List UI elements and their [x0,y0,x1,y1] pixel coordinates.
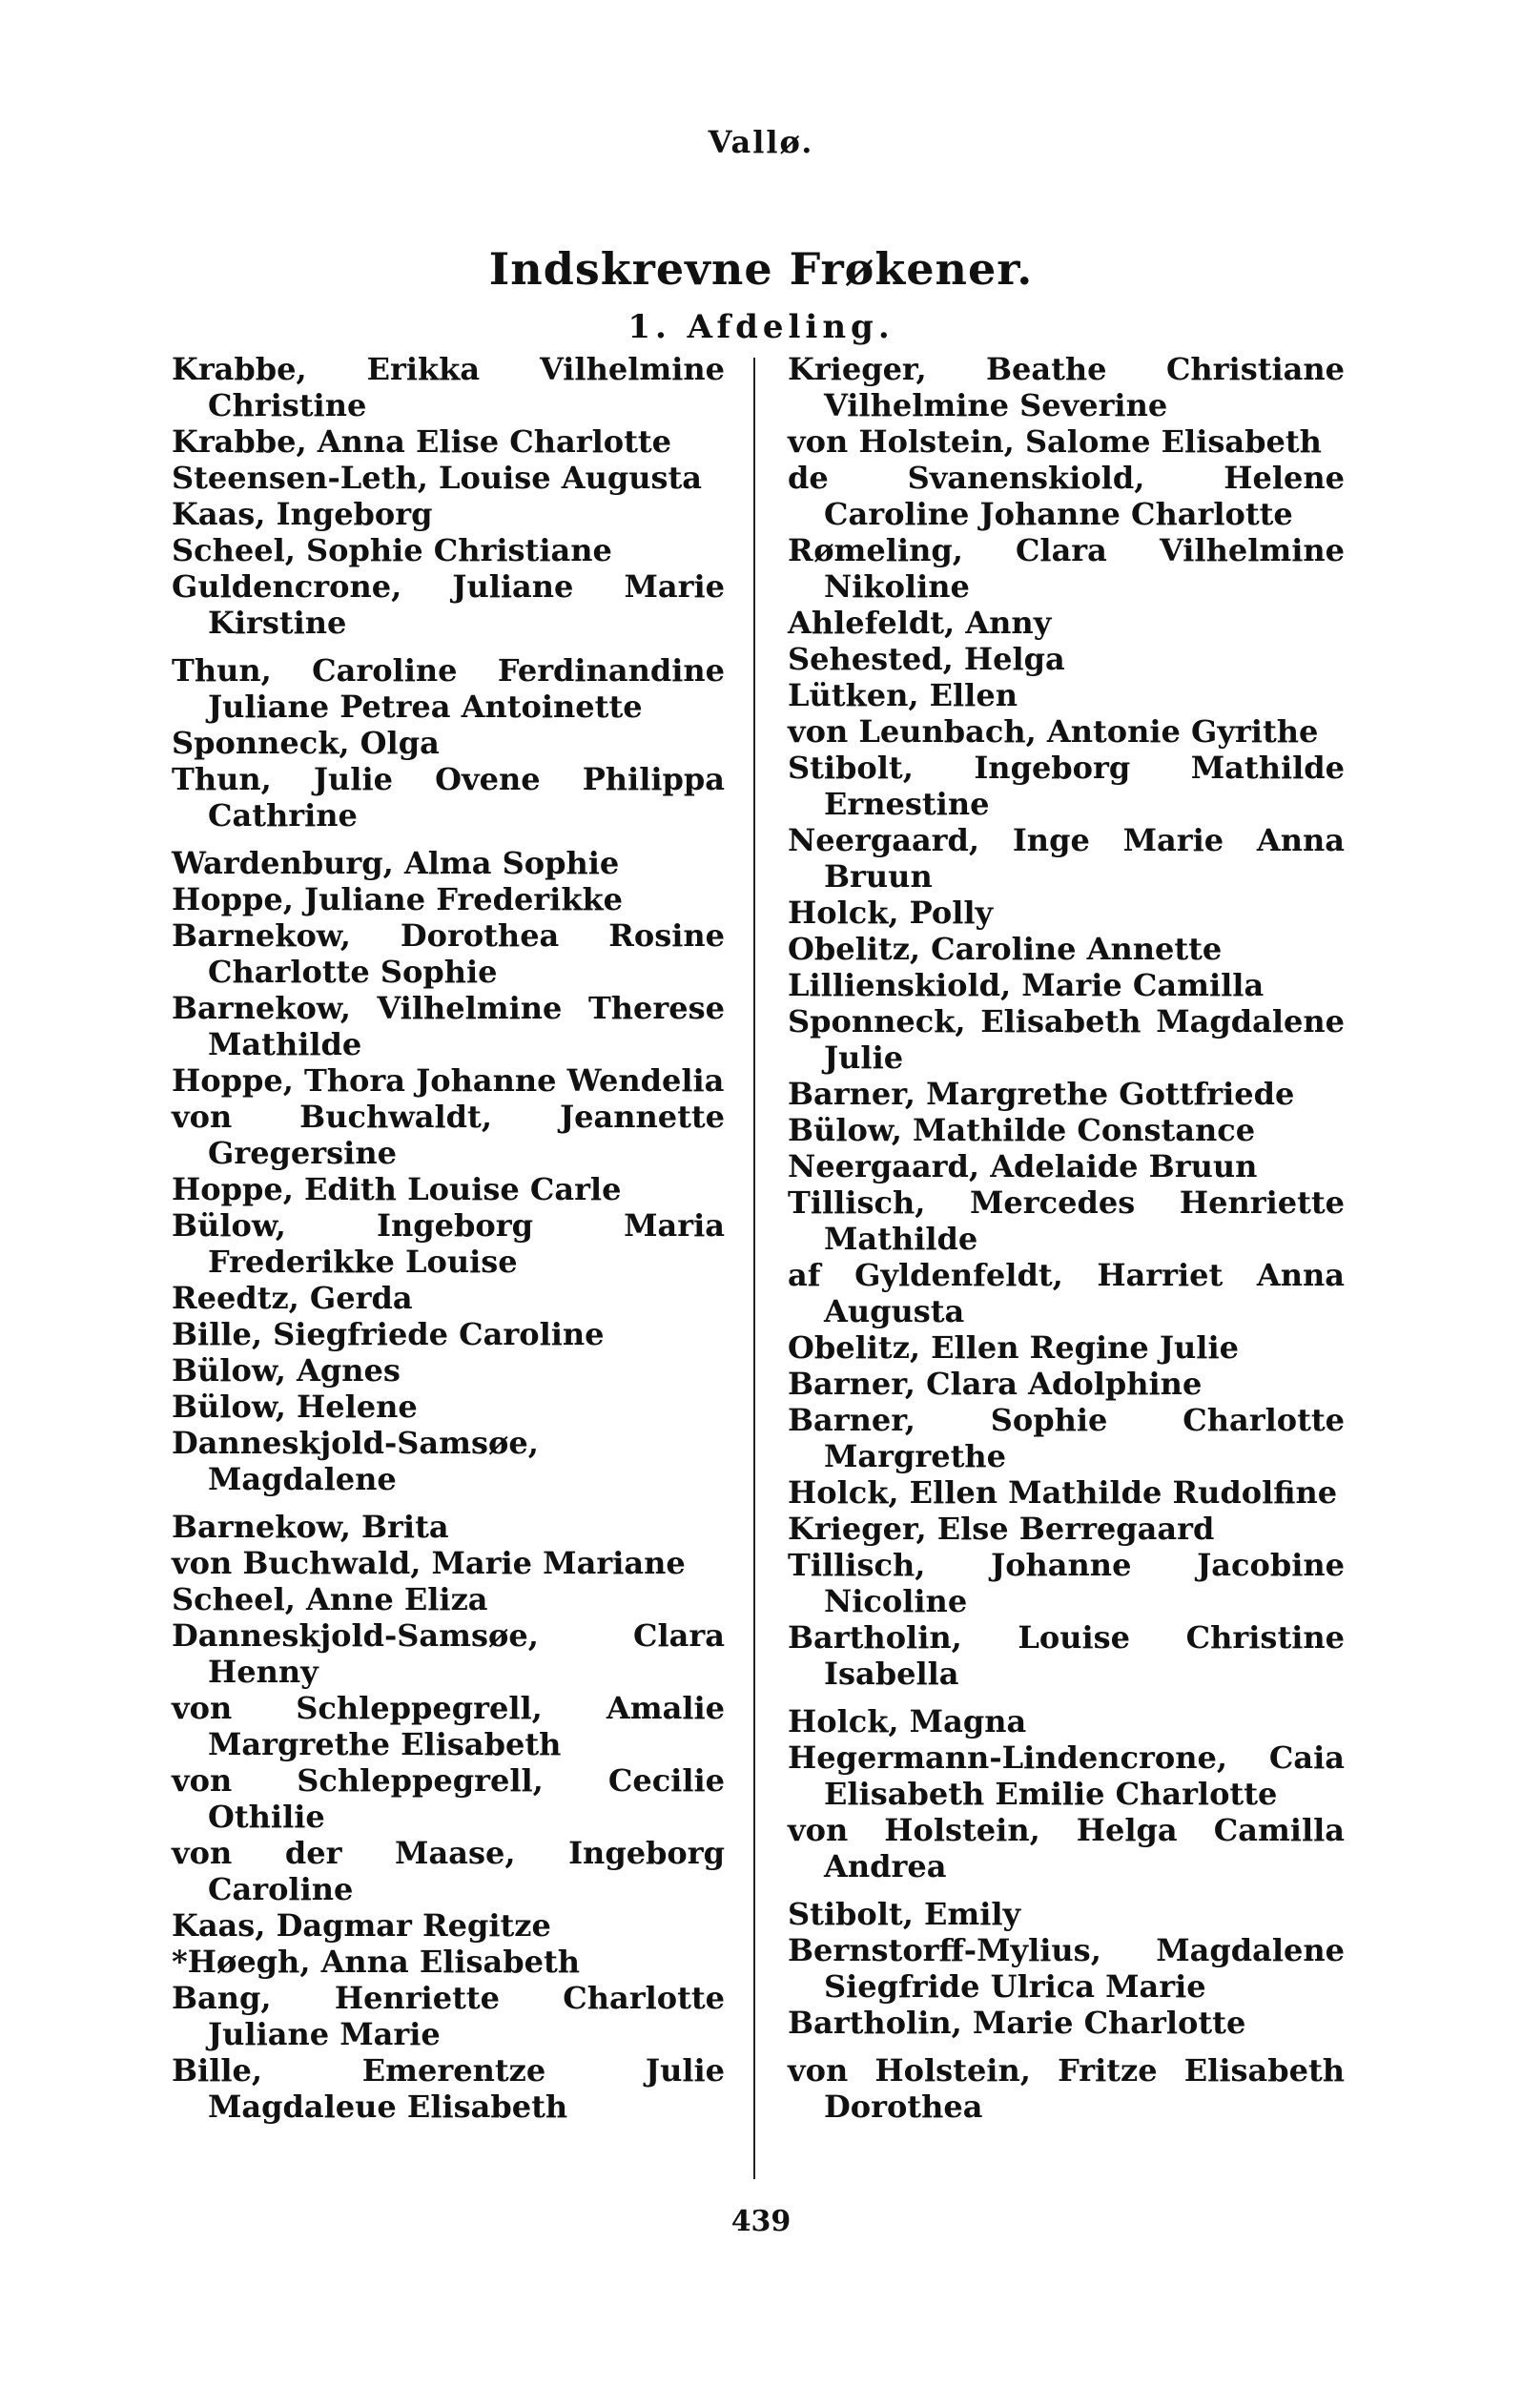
list-item: Barnekow, Vilhelmine Therese Mathilde [172,990,725,1062]
list-item: Hoppe, Juliane Frederikke [172,881,624,917]
list-item: Bülow, Helene [172,1389,418,1425]
list-item: Barnekow, Brita [172,1509,449,1545]
list-item: Thun, Julie Ovene Philippa Cathrine [172,761,725,834]
list-item: Bülow, Agnes [172,1352,401,1389]
list-item: Krabbe, Anna Elise Charlotte [172,423,671,460]
list-item: Sponneck, Elisabeth Magdalene Julie [788,1003,1345,1076]
list-item: Sponneck, Olga [172,725,440,761]
list-item: Stibolt, Ingeborg Mathilde Ernestine [788,750,1345,822]
list-item: von Buchwald, Marie Mariane [172,1545,686,1581]
section-title: Indskrevne Frøkener. [488,243,1034,295]
list-item: Holck, Ellen Mathilde Rudolfine [788,1474,1338,1511]
list-item: Steensen-Leth, Louise Augusta [172,460,703,496]
list-item: Thun, Caroline Ferdinandine Juliane Petrea Antoinette [172,652,725,725]
list-item: Hoppe, Edith Louise Carle [172,1171,622,1207]
list-item: Neergaard, Adelaide Bruun [788,1148,1258,1184]
list-item: Bartholin, Marie Charlotte [788,2005,1246,2041]
list-item: Barnekow, Dorothea Rosine Charlotte Sophie [172,917,725,990]
list-item: Lütken, Ellen [788,677,1018,713]
list-item: de Svanenskiold, Helene Caroline Johanne Charlotte [788,460,1345,532]
list-item: Rømeling, Clara Vilhelmine Nikoline [788,532,1345,605]
subsection-heading: 1. Afdeling. [627,308,895,346]
list-item: Kaas, Dagmar Regitze [172,1907,551,1944]
list-item: Kaas, Ingeborg [172,496,433,532]
list-item: von Holstein, Helga Camilla Andrea [788,1812,1345,1884]
list-item: Barner, Sophie Charlotte Margrethe [788,1402,1345,1474]
list-item: Bang, Henriette Charlotte Juliane Marie [172,1980,725,2052]
list-item: von Holstein, Salome Elisabeth [788,423,1322,460]
list-item: Wardenburg, Alma Sophie [172,845,620,881]
list-item: Hoppe, Thora Johanne Wendelia [172,1062,725,1099]
list-item: *Høegh, Anna Elisabeth [172,1944,581,1980]
list-item: Tillisch, Mercedes Henriette Mathilde [788,1184,1345,1257]
list-item: Obelitz, Caroline Annette [788,931,1223,967]
list-item: Danneskjold-Samsøe, Clara Henny [172,1617,725,1690]
list-item: Holck, Magna [788,1703,1027,1739]
list-item: Lillienskiold, Marie Camilla [788,967,1265,1003]
list-item: Barner, Margrethe Gottfriede [788,1076,1295,1112]
list-item: Neergaard, Inge Marie Anna Bruun [788,822,1345,895]
list-item: Krieger, Else Berregaard [788,1511,1215,1547]
list-item: von Holstein, Fritze Elisabeth Dorothea [788,2052,1345,2125]
list-item: Guldencrone, Juliane Marie Kirstine [172,568,725,641]
list-item: von Leunbach, Antonie Gyrithe [788,713,1319,750]
list-item: Tillisch, Johanne Jacobine Nicoline [788,1547,1345,1619]
list-item: Danneskjold-Samsøe, Magdalene [172,1425,539,1497]
list-item: Barner, Clara Adolphine [788,1366,1203,1402]
list-item: Krieger, Beathe Christiane Vilhelmine Severine [788,351,1345,423]
list-item: Hegermann-Lindencrone, Caia Elisabeth Emilie Charlotte [788,1739,1345,1812]
list-item: Bille, Siegfriede Caroline [172,1316,605,1352]
list-item: Bernstorff-Mylius, Magdalene Siegfride Ulrica Marie [788,1932,1345,2005]
list-item: Bülow, Mathilde Constance [788,1112,1256,1148]
list-item: von Buchwaldt, Jeannette Gregersine [172,1099,725,1171]
running-head: Vallø. [708,124,814,160]
list-item: von Schleppegrell, Amalie Margrethe Elisabeth [172,1690,725,1762]
list-item: Obelitz, Ellen Regine Julie [788,1329,1239,1366]
list-item: Ahlefeldt, Anny [788,605,1052,641]
left-column [172,351,725,2125]
list-item: von Schleppegrell, Cecilie Othilie [172,1762,725,1835]
list-item: Bartholin, Louise Christine Isabella [788,1619,1345,1692]
list-item: Krabbe, Erikka Vilhelmine Christine [172,351,725,423]
right-column [788,351,1345,2125]
list-item: Stibolt, Emily [788,1896,1021,1932]
list-item: Bille, Emerentze Julie Magdaleue Elisabeth [172,2052,725,2125]
list-item: Reedtz, Gerda [172,1280,413,1316]
page-number: 439 [730,2205,792,2238]
list-item: von der Maase, Ingeborg Caroline [172,1835,725,1907]
list-item: Scheel, Anne Eliza [172,1581,488,1617]
column-divider [753,358,755,2179]
list-item: Holck, Polly [788,895,994,931]
list-item: Sehested, Helga [788,641,1065,677]
list-item: Scheel, Sophie Christiane [172,532,612,568]
list-item: Bülow, Ingeborg Maria Frederikke Louise [172,1207,725,1280]
list-item: af Gyldenfeldt, Harriet Anna Augusta [788,1257,1345,1329]
